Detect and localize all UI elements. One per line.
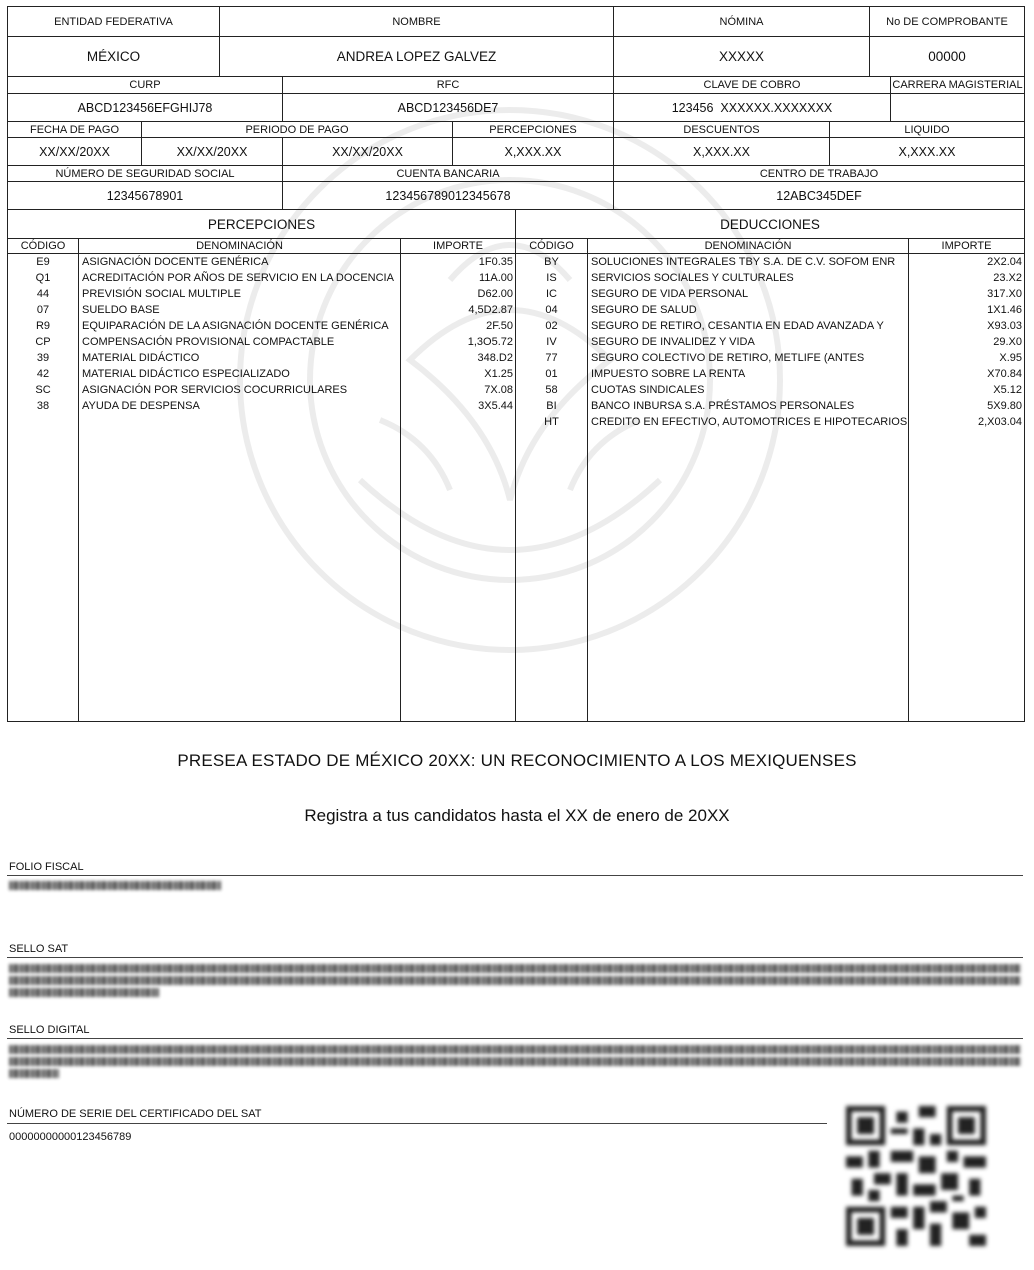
cuenta-bancaria-label: CUENTA BANCARIA [396,167,500,180]
perc-name-cell: MATERIAL DIDÁCTICO [82,352,200,364]
serie-certificado-value: 00000000000123456789 [9,1131,132,1143]
percepciones-rows [8,254,515,414]
perc-code-cell: Q1 [35,272,51,284]
ded-name-cell: IMPUESTO SOBRE LA RENTA [591,368,746,380]
ded-codigo-header: CÓDIGO [529,240,574,252]
percepciones-total-value: X,XXX.XX [504,144,562,159]
perc-code-cell: 42 [36,368,50,380]
percepciones-total-label: PERCEPCIONES [489,123,577,136]
table-row [8,366,515,382]
perc-denominacion-header: DENOMINACIÓN [196,240,283,252]
ded-name-cell: SERVICIOS SOCIALES Y CULTURALES [591,272,794,284]
perc-code-cell: 07 [36,304,50,316]
table-row [8,350,515,366]
table-row [516,318,1024,334]
ded-amount-cell: X93.03 [987,320,1022,332]
ded-name-cell: SEGURO DE SALUD [591,304,697,316]
comprobante-value: 00000 [928,49,966,64]
perc-amount-cell: 7X.08 [484,384,513,396]
cuenta-bancaria-value: 123456789012345678 [385,188,511,203]
nombre-value: ANDREA LOPEZ GALVEZ [336,49,497,64]
table-row [516,254,1024,270]
curp-value: ABCD123456EFGHIJ78 [77,100,213,115]
perc-amount-cell: 1,3O5.72 [467,336,513,348]
fecha-pago-value: XX/XX/20XX [39,144,110,159]
ded-code-cell: 02 [545,320,558,332]
fecha-pago-label: FECHA DE PAGO [29,123,120,136]
deducciones-rows [516,254,1024,430]
descuentos-value: X,XXX.XX [693,144,750,159]
ded-amount-cell: 23.X2 [993,272,1022,284]
announcement-title: PRESEA ESTADO DE MÉXICO 20XX: UN RECONOCIMIENTO A LOS MEXIQUENSES [177,751,857,770]
folio-fiscal-value-redacted [9,881,221,890]
carrera-magisterial-label: CARRERA MAGISTERIAL [892,79,1023,91]
perc-amount-cell: 11A.00 [478,272,513,284]
perc-amount-cell: 1F0.35 [478,256,513,268]
ded-name-cell: SEGURO DE INVALIDEZ Y VIDA [591,336,755,348]
perc-codigo-header: CÓDIGO [20,240,66,252]
ded-code-cell: 01 [545,368,558,380]
perc-name-cell: AYUDA DE DESPENSA [82,400,200,412]
sello-sat-line-2 [9,976,1021,985]
table-row [516,270,1024,286]
perc-amount-cell: 3X5.44 [478,400,513,412]
ded-name-cell: CUOTAS SINDICALES [591,384,705,396]
serie-certificado-label: NÚMERO DE SERIE DEL CERTIFICADO DEL SAT [9,1108,262,1120]
sello-sat-line-1 [9,964,1021,973]
perc-code-cell: 44 [36,288,50,300]
table-row [8,270,515,286]
sello-digital-label: SELLO DIGITAL [9,1024,90,1036]
table-row [8,302,515,318]
ded-name-cell: SEGURO DE RETIRO, CESANTIA EN EDAD AVANZADA Y [591,320,884,332]
ded-name-cell: BANCO INBURSA S.A. PRÉSTAMOS PERSONALES [591,400,855,412]
ded-amount-cell: 317.X0 [987,288,1022,300]
sello-sat-line-3 [9,988,159,997]
perc-name-cell: ACREDITACIÓN POR AÑOS DE SERVICIO EN LA DOCENCIA [82,272,394,284]
liquido-label: LIQUIDO [904,123,950,136]
ded-code-cell: IV [546,336,557,348]
rfc-label: RFC [436,79,460,91]
ded-denominacion-header: DENOMINACIÓN [704,240,792,252]
clave-cobro-value: 123456 XXXXXX.XXXXXXX [671,100,833,115]
periodo-pago-label: PERIODO DE PAGO [245,123,349,136]
centro-trabajo-value: 12ABC345DEF [776,188,862,203]
sello-digital-line-1 [9,1045,1021,1054]
perc-amount-cell: D62.00 [477,288,513,300]
ded-code-cell: IC [546,288,557,300]
ded-name-cell: CREDITO EN EFECTIVO, AUTOMOTRICES E HIPOTECARIOS [591,416,908,428]
perc-code-cell: SC [35,384,51,396]
centro-trabajo-label: CENTRO DE TRABAJO [759,167,879,180]
perc-name-cell: PREVISIÓN SOCIAL MULTIPLE [82,288,241,300]
ded-code-cell: HT [544,416,559,428]
sello-sat-label: SELLO SAT [9,943,69,955]
ded-amount-cell: 1X1.46 [987,304,1022,316]
periodo-inicio-value: XX/XX/20XX [176,144,248,159]
perc-code-cell: E9 [36,256,50,268]
carrera-magisterial-value [891,94,1024,121]
ded-name-cell: SEGURO COLECTIVO DE RETIRO, METLIFE (ANTES [591,352,865,364]
perc-amount-cell: 348.D2 [477,352,513,364]
table-row [516,414,1024,430]
table-row [8,334,515,350]
clave-cobro-label: CLAVE DE COBRO [703,79,801,91]
ded-code-cell: IS [546,272,557,284]
perc-name-cell: COMPENSACIÓN PROVISIONAL COMPACTABLE [82,336,335,348]
entidad-federativa-label: ENTIDAD FEDERATIVA [54,15,173,28]
percepciones-title: PERCEPCIONES [207,216,316,232]
ded-amount-cell: X5.12 [993,384,1022,396]
ded-importe-header: IMPORTE [941,240,992,252]
table-row [516,398,1024,414]
nomina-label: NÓMINA [719,15,764,28]
table-row [516,350,1024,366]
ded-code-cell: 77 [545,352,558,364]
table-row [516,334,1024,350]
ded-code-cell: 04 [545,304,558,316]
descuentos-label: DESCUENTOS [683,123,760,136]
liquido-value: X,XXX.XX [898,144,956,159]
perc-name-cell: EQUIPARACIÓN DE LA ASIGNACIÓN DOCENTE GENÉRICA [82,320,389,332]
nomina-value: XXXXX [718,49,765,64]
perc-amount-cell: 4,5D2.87 [468,304,513,316]
table-row [8,318,515,334]
ded-amount-cell: 2,X03.04 [977,416,1022,428]
table-row [8,254,515,270]
nss-value: 12345678901 [106,188,184,203]
rfc-value: ABCD123456DE7 [397,100,499,115]
table-row [8,286,515,302]
qr-code-image [846,1106,986,1246]
nombre-label: NOMBRE [392,15,441,28]
ded-amount-cell: X.95 [999,352,1022,364]
entidad-federativa-value: MÉXICO [86,49,141,64]
perc-code-cell: 38 [36,400,50,412]
perc-code-cell: 39 [36,352,50,364]
table-row [8,382,515,398]
perc-importe-header: IMPORTE [433,240,483,252]
sello-digital-line-2 [9,1057,1021,1066]
perc-name-cell: SUELDO BASE [82,304,160,316]
curp-label: CURP [129,79,161,91]
ded-amount-cell: X70.84 [987,368,1022,380]
table-row [516,302,1024,318]
table-row [516,382,1024,398]
ded-code-cell: BI [546,400,557,412]
comprobante-label: No DE COMPROBANTE [886,15,1008,28]
table-row [8,398,515,414]
ded-name-cell: SOLUCIONES INTEGRALES TBY S.A. DE C.V. SOFOM ENR [591,256,896,268]
ded-name-cell: SEGURO DE VIDA PERSONAL [591,288,749,300]
nss-label: NÚMERO DE SEGURIDAD SOCIAL [55,167,235,180]
announcement-subtitle: Registra a tus candidatos hasta el XX de enero de 20XX [304,806,730,825]
sello-digital-line-3 [9,1069,59,1078]
perc-code-cell: R9 [35,320,51,332]
ded-amount-cell: 5X9.80 [987,400,1022,412]
perc-code-cell: CP [35,336,51,348]
ded-code-cell: 58 [545,384,558,396]
perc-name-cell: ASIGNACIÓN DOCENTE GENÉRICA [82,256,269,268]
periodo-fin-value: XX/XX/20XX [332,144,403,159]
ded-code-cell: BY [544,256,559,268]
perc-name-cell: MATERIAL DIDÁCTICO ESPECIALIZADO [82,368,290,380]
deducciones-title: DEDUCCIONES [720,216,820,232]
perc-name-cell: ASIGNACIÓN POR SERVICIOS COCURRICULARES [82,384,348,396]
perc-amount-cell: 2F.50 [486,320,513,332]
table-row [516,366,1024,382]
ded-amount-cell: 2X2.04 [987,256,1022,268]
perc-amount-cell: X1.25 [484,368,513,380]
folio-fiscal-label: FOLIO FISCAL [9,861,84,873]
table-row [516,286,1024,302]
ded-amount-cell: 29.X0 [993,336,1022,348]
